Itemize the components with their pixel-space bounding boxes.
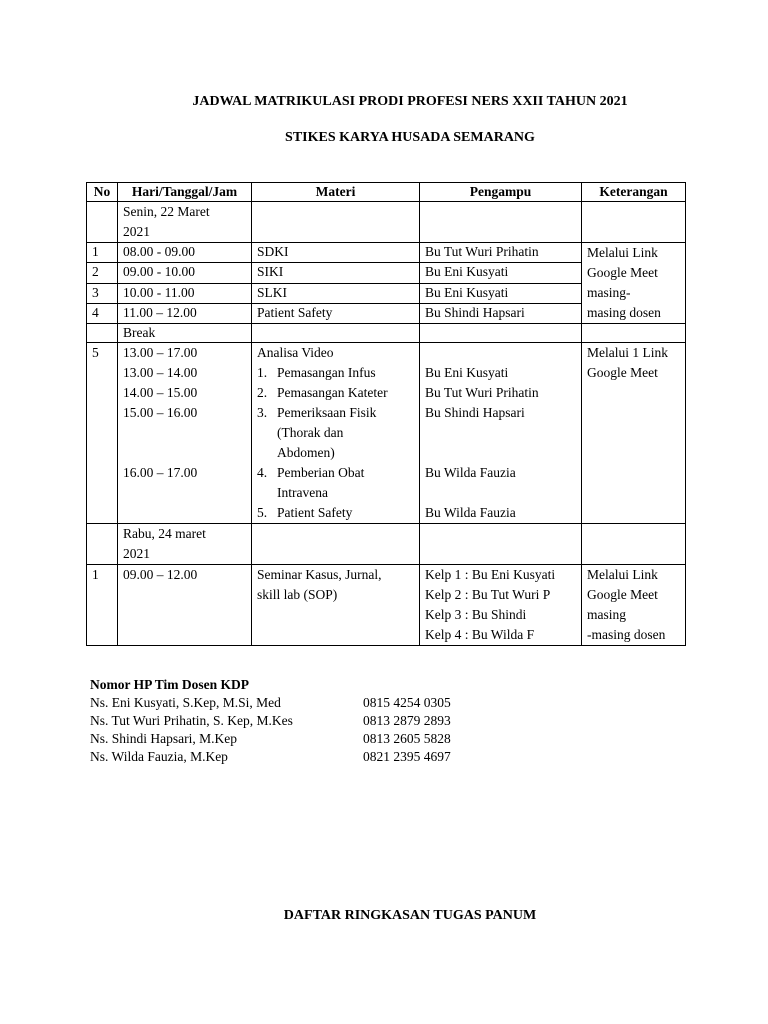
day2-date: Rabu, 24 maret 2021 xyxy=(118,524,252,565)
session5-times: 13.00 – 17.00 13.00 – 14.00 14.00 – 15.00 15.00 – 16.00 16.00 – 17.00 xyxy=(118,343,252,524)
list-item: Ns. Eni Kusyati, S.Kep, M.Si, Med 0815 4254 0305 xyxy=(90,695,451,710)
schedule-table xyxy=(86,182,686,646)
contact-heading: Nomor HP Tim Dosen KDP xyxy=(90,677,250,692)
header-keterangan: Keterangan xyxy=(582,183,686,202)
day2-keterangan: Melalui Link Google Meet masing -masing dosen xyxy=(582,565,686,646)
day1-row xyxy=(87,202,686,243)
header-materi: Materi xyxy=(252,183,420,202)
document-title: JADWAL MATRIKULASI PRODI PROFESI NERS XXII TAHUN 2021 xyxy=(192,94,628,109)
keterangan-block1: Melalui Link Google Meet masing- masing dosen xyxy=(582,243,686,324)
contact-list xyxy=(90,676,650,766)
day1-date: Senin, 22 Maret 2021 xyxy=(118,202,252,243)
table-row: 3 10.00 - 11.00 SLKI Bu Eni Kusyati xyxy=(87,283,686,303)
break-label: Break xyxy=(118,324,252,343)
table-row: 4 11.00 – 12.00 Patient Safety Bu Shindi Hapsari xyxy=(87,303,686,323)
table-row: 2 09.00 - 10.00 SIKI Bu Eni Kusyati xyxy=(87,263,686,283)
table-header-row xyxy=(87,183,686,202)
list-item: Ns. Wilda Fauzia, M.Kep 0821 2395 4697 xyxy=(90,749,451,764)
session5-materi: Analisa Video 1. Pemasangan Infus 2. Pemasangan Kateter 3. Pemeriksaan Fisik (Thorak dan Abdomen) 4. Pemberian Obat Intravena 5. Patient Safety xyxy=(252,343,420,524)
day2-session-row: 1 09.00 – 12.00 Seminar Kasus, Jurnal, skill lab (SOP) Kelp 1 : Bu Eni Kusyati Kelp 2 : Bu Tut Wuri P Kelp 3 : Bu Shindi Kelp 4 : Bu Wilda F Melalui Link Google Meet masing -masing dosen xyxy=(87,565,686,646)
list-item: Ns. Shindi Hapsari, M.Kep 0813 2605 5828 xyxy=(90,731,451,746)
section-title: DAFTAR RINGKASAN TUGAS PANUM xyxy=(283,908,537,923)
session5-pengampu: Bu Eni Kusyati Bu Tut Wuri Prihatin Bu Shindi Hapsari Bu Wilda Fauzia Bu Wilda Fauzia xyxy=(420,343,582,524)
header-pengampu: Pengampu xyxy=(420,183,582,202)
day2-row xyxy=(87,524,686,565)
header-date-time: Hari/Tanggal/Jam xyxy=(118,183,252,202)
list-item: Ns. Tut Wuri Prihatin, S. Kep, M.Kes 0813 2879 2893 xyxy=(90,713,451,728)
day2-pengampu: Kelp 1 : Bu Eni Kusyati Kelp 2 : Bu Tut Wuri P Kelp 3 : Bu Shindi Kelp 4 : Bu Wilda F xyxy=(420,565,582,646)
session5-row: 5 13.00 – 17.00 13.00 – 14.00 14.00 – 15.00 15.00 – 16.00 16.00 – 17.00 Analisa Video 1. Pemasangan Infus 2. Pemasangan Kateter 3. Pemeriksaan Fisik (Thorak dan Abdomen) 4. Pemberian Obat Intravena 5. Patient Safety Bu Eni Kusyati Bu Tut Wuri Prihatin Bu Shindi Hapsari Bu Wilda Fauzia Bu Wilda Fauzia Melalui 1 Link Google Meet xyxy=(87,343,686,524)
header-no: No xyxy=(87,183,118,202)
session5-keterangan: Melalui 1 Link Google Meet xyxy=(582,343,686,524)
table-row: 1 08.00 - 09.00 SDKI Bu Tut Wuri Prihatin Melalui Link Google Meet masing- masing dosen xyxy=(87,243,686,263)
day2-materi: Seminar Kasus, Jurnal, skill lab (SOP) xyxy=(252,565,420,646)
break-row xyxy=(87,324,686,343)
institution-name: STIKES KARYA HUSADA SEMARANG xyxy=(285,130,535,145)
